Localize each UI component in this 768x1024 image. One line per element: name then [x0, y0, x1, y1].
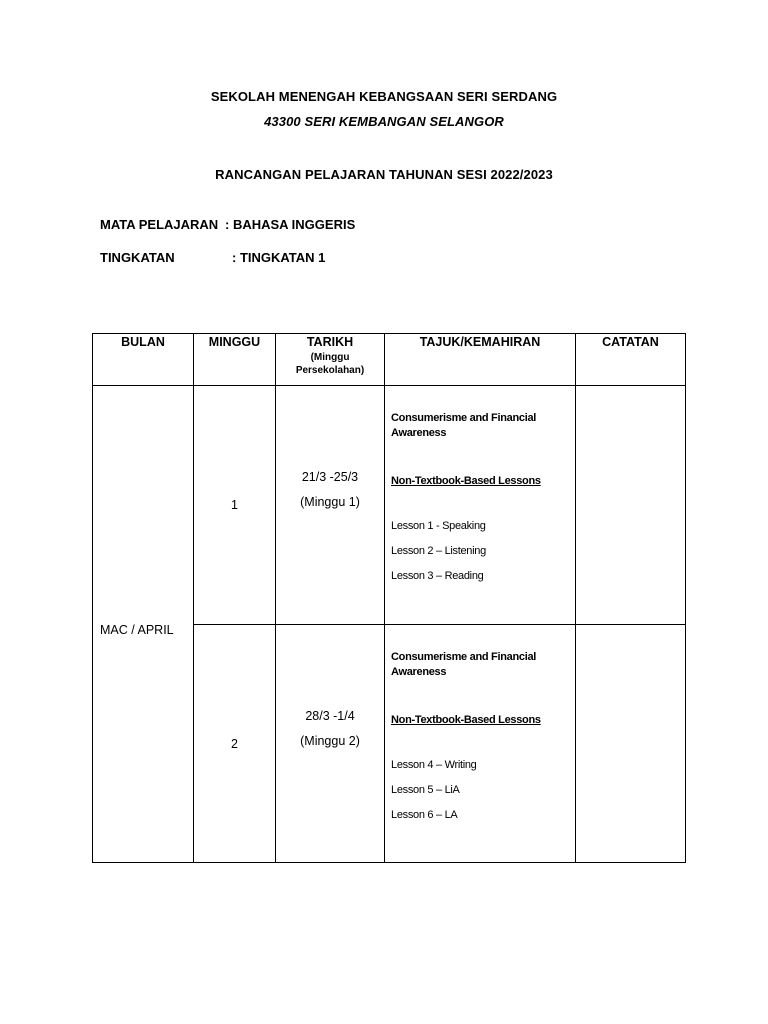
topic-cell: [385, 625, 576, 863]
non-textbook-heading: Non-Textbook-Based Lessons: [391, 475, 541, 487]
form-value: : TINGKATAN 1: [232, 250, 326, 265]
lesson-plan-table: [92, 333, 686, 863]
catatan-cell: [576, 386, 686, 625]
header-tajuk: TAJUK/KEMAHIRAN: [385, 334, 576, 386]
date-range: 28/3 -1/4: [305, 708, 355, 723]
theme-title: Consumerisme and Financial Awareness: [391, 412, 537, 439]
theme-title: Consumerisme and Financial Awareness: [391, 651, 537, 678]
lesson-list: [391, 520, 575, 595]
header-tarikh-label: TARIKH: [306, 335, 354, 349]
table-header-row: [93, 334, 686, 386]
catatan-cell: [576, 625, 686, 863]
school-address: 43300 SERI KEMBANGAN SELANGOR: [264, 114, 504, 129]
header-minggu: MINGGU: [194, 334, 276, 386]
plan-title: RANCANGAN PELAJARAN TAHUNAN SESI 2022/2023: [215, 167, 553, 182]
week-cell: 1: [194, 386, 276, 625]
list-item: Lesson 6 – LA: [391, 809, 458, 821]
lesson-list: [391, 759, 575, 834]
header-catatan: CATATAN: [576, 334, 686, 386]
date-cell: [276, 625, 385, 863]
table-row: [93, 386, 686, 625]
list-item: Lesson 3 – Reading: [391, 570, 484, 582]
date-range: 21/3 -25/3: [301, 470, 359, 484]
date-week: (Minggu 1): [300, 495, 360, 509]
header-tarikh-sub: (Minggu Persekolahan): [295, 352, 365, 376]
non-textbook-heading: Non-Textbook-Based Lessons: [391, 714, 541, 726]
subject-label: MATA PELAJARAN: [100, 217, 219, 232]
list-item: Lesson 5 – LiA: [391, 784, 460, 796]
header-bulan: BULAN: [93, 334, 194, 386]
topic-cell: [385, 386, 576, 625]
subject-value: : BAHASA INGGERIS: [225, 217, 356, 232]
list-item: Lesson 1 - Speaking: [391, 520, 486, 532]
date-cell: [276, 386, 385, 625]
school-name: SEKOLAH MENENGAH KEBANGSAAN SERI SERDANG: [210, 89, 558, 104]
form-label: TINGKATAN: [100, 250, 175, 265]
header-tarikh: [276, 334, 385, 386]
list-item: Lesson 4 – Writing: [391, 759, 477, 771]
week-cell: 2: [194, 625, 276, 863]
month-cell: MAC / APRIL: [93, 386, 194, 863]
list-item: Lesson 2 – Listening: [391, 545, 486, 557]
date-week: (Minggu 2): [300, 733, 360, 748]
